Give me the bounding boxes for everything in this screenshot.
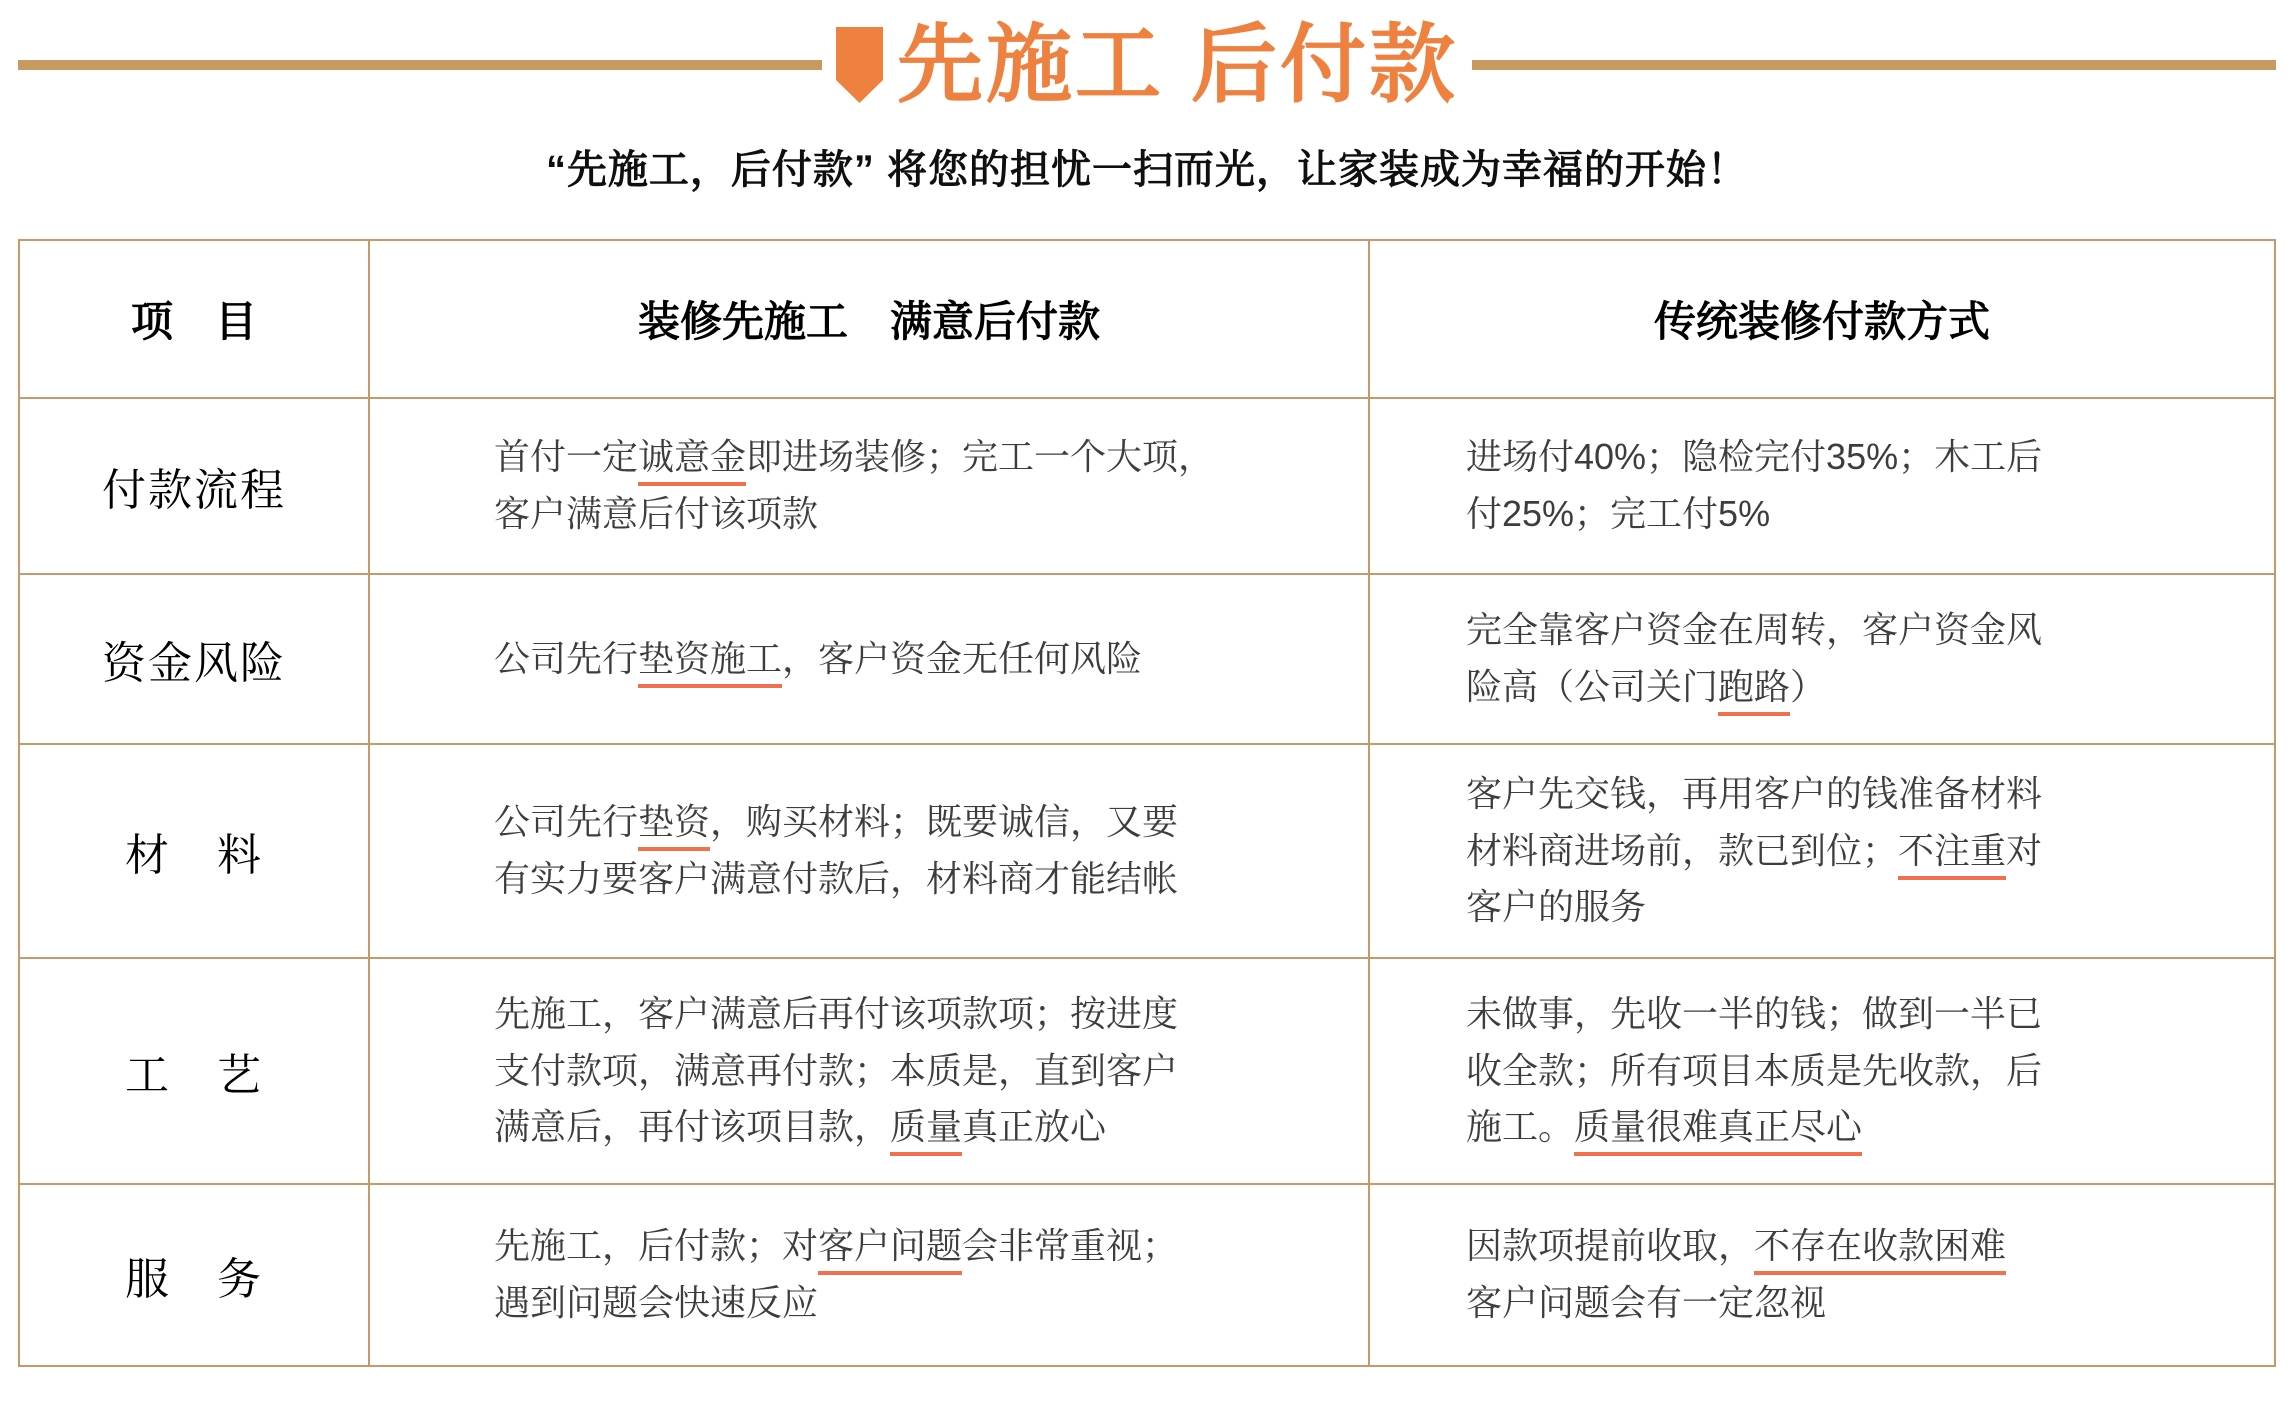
marked-text: 诚意金: [638, 436, 746, 486]
banner-center: [836, 17, 1458, 113]
row-label: 资金风险: [19, 574, 369, 744]
banner-line-left: [18, 60, 822, 70]
marked-text: 质量: [890, 1106, 962, 1156]
row-label: 材 料: [19, 744, 369, 958]
cell-new-method: 先施工，客户满意后再付该项款项；按进度 支付款项，满意再付款；本质是，直到客户 满意后，再付该项目款，质量真正放心: [369, 958, 1369, 1184]
header-cell-traditional: 传统装修付款方式: [1369, 240, 2275, 398]
table-row: [19, 958, 2275, 1184]
comparison-table: [18, 239, 2276, 1367]
cell-traditional: 完全靠客户资金在周转，客户资金风 险高（公司关门跑路）: [1369, 574, 2275, 744]
marked-text: 客户问题: [818, 1225, 962, 1275]
cell-new-method: 公司先行垫资，购买材料；既要诚信，又要 有实力要客户满意付款后，材料商才能结帐: [369, 744, 1369, 958]
comparison-table-body: [19, 398, 2275, 1366]
cell-traditional: 客户先交钱，再用客户的钱准备材料 材料商进场前，款已到位；不注重对 客户的服务: [1369, 744, 2275, 958]
marked-text: 质量很难真正尽心: [1574, 1106, 1862, 1156]
row-label: 付款流程: [19, 398, 369, 574]
cell-new-method: 首付一定诚意金即进场装修；完工一个大项， 客户满意后付该项款: [369, 398, 1369, 574]
cell-traditional: 因款项提前收取，不存在收款困难 客户问题会有一定忽视: [1369, 1184, 2275, 1366]
table-row: [19, 398, 2275, 574]
marked-text: 垫资施工: [638, 638, 782, 688]
header-cell-new-method: 装修先施工 满意后付款: [369, 240, 1369, 398]
cell-traditional: 进场付40%；隐检完付35%；木工后 付25%；完工付5%: [1369, 398, 2275, 574]
marked-text: 垫资: [638, 801, 710, 851]
row-label: 服 务: [19, 1184, 369, 1366]
cell-new-method: 公司先行垫资施工，客户资金无任何风险: [369, 574, 1369, 744]
row-label: 工 艺: [19, 958, 369, 1184]
table-header-row: [19, 240, 2275, 398]
marked-text: 跑路: [1718, 666, 1790, 716]
table-row: [19, 1184, 2275, 1366]
banner-line-right: [1472, 60, 2276, 70]
table-row: [19, 744, 2275, 958]
cell-traditional: 未做事，先收一半的钱；做到一半已 收全款；所有项目本质是先收款，后 施工。质量很难真正尽心: [1369, 958, 2275, 1184]
header-cell-item: 项 目: [19, 240, 369, 398]
table-row: [19, 574, 2275, 744]
marked-text: 不注重: [1898, 830, 2006, 880]
cell-new-method: 先施工，后付款；对客户问题会非常重视； 遇到问题会快速反应: [369, 1184, 1369, 1366]
page-title: 先施工 后付款: [897, 17, 1458, 113]
title-banner: [0, 6, 2294, 124]
shield-bookmark-icon: [836, 27, 883, 103]
marked-text: 不存在收款困难: [1754, 1225, 2006, 1275]
page-subtitle: “先施工，后付款” 将您的担忧一扫而光，让家装成为幸福的开始！: [545, 148, 1749, 192]
